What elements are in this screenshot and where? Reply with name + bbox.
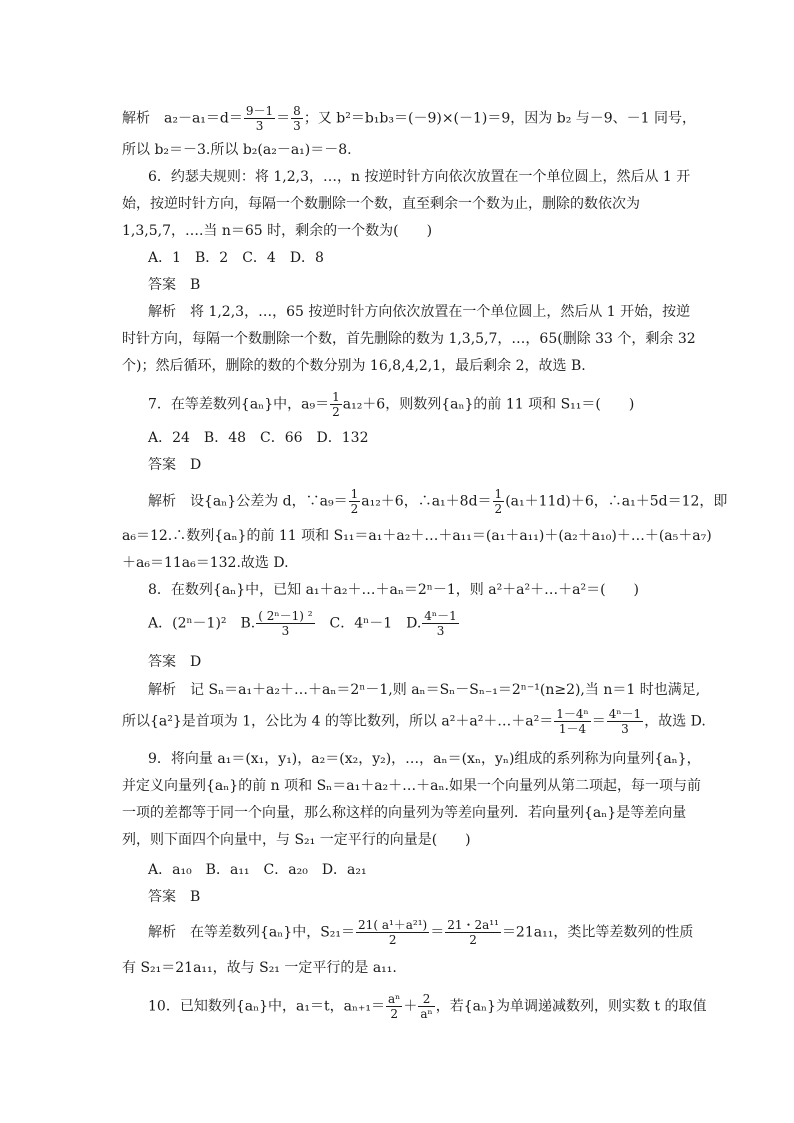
choices-line — [148, 609, 708, 638]
fraction — [349, 487, 361, 516]
fraction-denominator: 3 — [293, 119, 301, 133]
fraction-denominator: 3 — [281, 624, 290, 638]
text-line: 1,3,5,7，….当 n＝65 时，剩余的一个数为( ) — [122, 223, 433, 239]
answer-line: 答案 D — [148, 654, 202, 670]
fraction-denominator: 3 — [621, 722, 629, 736]
answer-line: 答案 D — [148, 457, 202, 473]
text-line: ＋a₆＝11a₆＝132.故选 D. — [122, 555, 289, 571]
text-line: 个)；然后循环，删除的数的个数分别为 16,8,4,2,1，最后剩余 2，故选 B. — [122, 358, 586, 374]
fraction-denominator: 2 — [469, 933, 477, 947]
text-segment: A．(2ⁿ－1)² B. — [148, 615, 256, 632]
text-segment: ，故选 D. — [644, 713, 706, 730]
text-line: 有 S₂₁＝21a₁₁，故与 S₂₁ 一定平行的是 a₁₁. — [122, 960, 397, 976]
answer-line: 答案 B — [148, 889, 201, 905]
question-line: 6．约瑟夫规则：将 1,2,3，…，n 按逆时针方向依次放置在一个单位圆上，然后从 1 开 — [148, 169, 691, 185]
text-segment: ＝ — [430, 924, 445, 941]
text-segment: 解析 在等差数列{aₙ}中，S₂₁＝ — [148, 924, 356, 941]
text-line: 并定义向量列{aₙ}的前 n 项和 Sₙ＝a₁＋a₂＋…＋aₙ.如果一个向量列从第二项起，每一项与前 — [122, 778, 702, 794]
text-segment: ＝21a₁₁，类比等差数列的性质 — [501, 924, 694, 941]
fraction-denominator: 1－4 — [558, 722, 587, 736]
fraction-denominator: 2 — [390, 1007, 399, 1021]
fraction — [554, 707, 590, 736]
text-line: 始，按逆时针方向，每隔一个数删除一个数，直至剩余一个数为止，删除的数依次为 — [122, 196, 640, 212]
text-segment: 10．已知数列{aₙ}中，a₁＝t，aₙ₊₁＝ — [148, 998, 386, 1015]
text-segment: a₁₂＋6，则数列{aₙ}的前 11 项和 S₁₁＝( ) — [342, 396, 635, 413]
fraction-denominator: 3 — [436, 624, 445, 638]
fraction-denominator: 2 — [494, 502, 503, 516]
fraction-numerator: 2 — [418, 992, 434, 1007]
choices-line: A．24 B．48 C．66 D．132 — [148, 430, 369, 446]
text-line: 时针方向，每隔一个数删除一个数，首先删除的数为 1,3,5,7，…，65(删除 33 个，剩余 32 — [122, 331, 696, 347]
fraction-numerator: 1 — [494, 487, 503, 501]
text-segment: 7．在等差数列{aₙ}中，a₉＝ — [148, 396, 330, 413]
text-segment: 所以{a²}是首项为 1，公比为 4 的等比数列，所以 a²＋a²＋…＋a²＝ — [122, 713, 554, 730]
fraction-denominator: 3 — [255, 119, 264, 133]
fraction — [330, 390, 342, 419]
fraction — [244, 104, 275, 133]
fraction-numerator: 9－1 — [245, 104, 274, 118]
fraction — [386, 992, 402, 1021]
text-line: 列，则下面四个向量中，与 S₂₁ 一定平行的向量是( ) — [122, 832, 471, 848]
fraction-denominator: 2 — [332, 405, 340, 419]
text-segment: ＝ — [276, 110, 291, 127]
solution-line: 解析 记 Sₙ＝a₁＋a₂＋…＋aₙ＝2ⁿ－1,则 aₙ＝Sₙ－Sₙ₋₁＝2ⁿ⁻¹(n≥2),当 n＝1 时也满足, — [148, 682, 701, 698]
text-line: 所以 b₂＝－3.所以 b₂(a₂－a₁)＝－8. — [122, 142, 352, 158]
text-segment: C．4ⁿ－1 D. — [315, 615, 422, 632]
question-line: 9．将向量 a₁＝(x₁，y₁)，a₂＝(x₂，y₂)，…，aₙ＝(xₙ，yₙ)组成的系列称为向量列{aₙ}， — [148, 751, 701, 767]
text-segment: 解析 a₂－a₁＝d＝ — [122, 110, 243, 127]
fraction — [356, 918, 429, 947]
fraction-numerator: 1－4ⁿ — [556, 707, 589, 721]
fraction-numerator: 4ⁿ－1 — [424, 609, 457, 623]
fraction — [291, 104, 303, 133]
text-segment: ；又 b²＝b₁b₃＝(－9)×(－1)＝9，因为 b₂ 与－9、－1 同号， — [303, 110, 697, 127]
fraction-denominator: 2 — [350, 502, 359, 516]
solution-line — [148, 918, 708, 947]
solution-line: 解析 将 1,2,3，…，65 按逆时针方向依次放置在一个单位圆上，然后从 1 开始，按逆 — [148, 304, 691, 320]
fraction-numerator: 1 — [350, 487, 359, 501]
fraction-numerator: aⁿ — [388, 992, 401, 1006]
fraction-numerator: ( 2ⁿ－1) ² — [258, 609, 313, 623]
text-segment: ＋ — [403, 998, 418, 1015]
fraction-denominator: 2 — [388, 933, 397, 947]
solution-line — [148, 487, 728, 516]
fraction — [607, 707, 643, 736]
text-line — [122, 104, 697, 133]
fraction-numerator: 8 — [293, 104, 301, 118]
text-segment: ，若{aₙ}为单调递减数列，则实数 t 的取值 — [435, 998, 707, 1015]
text-line: 一项的差都等于同一个向量，那么称这样的向量列为等差向量列．若向量列{aₙ}是等差向量 — [122, 805, 687, 821]
fraction — [418, 992, 434, 1021]
fraction-numerator: 21・2a¹¹ — [447, 918, 499, 932]
text-line: a₆＝12.∴数列{aₙ}的前 11 项和 S₁₁＝a₁＋a₂＋…＋a₁₁＝(a₁＋a₁₁)＋(a₂＋a₁₀)＋…＋(a₅＋a₇) — [122, 528, 712, 544]
choices-line: A．1 B．2 C．4 D．8 — [148, 250, 324, 266]
text-segment: 解析 设{aₙ}公差为 d，∵a₉＝ — [148, 493, 348, 510]
choices-line: A．a₁₀ B．a₁₁ C．a₂₀ D．a₂₁ — [148, 862, 367, 878]
question-line — [148, 390, 708, 419]
fraction-numerator: 21( a¹＋a²¹) — [358, 918, 428, 932]
question-line — [148, 992, 708, 1021]
fraction-numerator: 4ⁿ－1 — [608, 707, 642, 721]
question-line: 8．在数列{aₙ}中，已知 a₁＋a₂＋…＋aₙ＝2ⁿ－1，则 a²＋a²＋…＋a²＝( ) — [148, 582, 640, 598]
answer-line: 答案 B — [148, 277, 201, 293]
fraction-denominator: aⁿ — [420, 1007, 433, 1021]
fraction — [493, 487, 505, 516]
fraction-numerator: 1 — [332, 390, 340, 404]
text-segment: (a₁＋11d)＋6，∴a₁＋5d＝12，即 — [505, 493, 728, 510]
fraction — [445, 918, 501, 947]
text-segment: ＝ — [591, 713, 606, 730]
text-segment: a₁₂＋6，∴a₁＋8d＝ — [361, 493, 492, 510]
fraction — [256, 609, 314, 638]
text-line — [122, 707, 706, 736]
fraction — [422, 609, 458, 638]
